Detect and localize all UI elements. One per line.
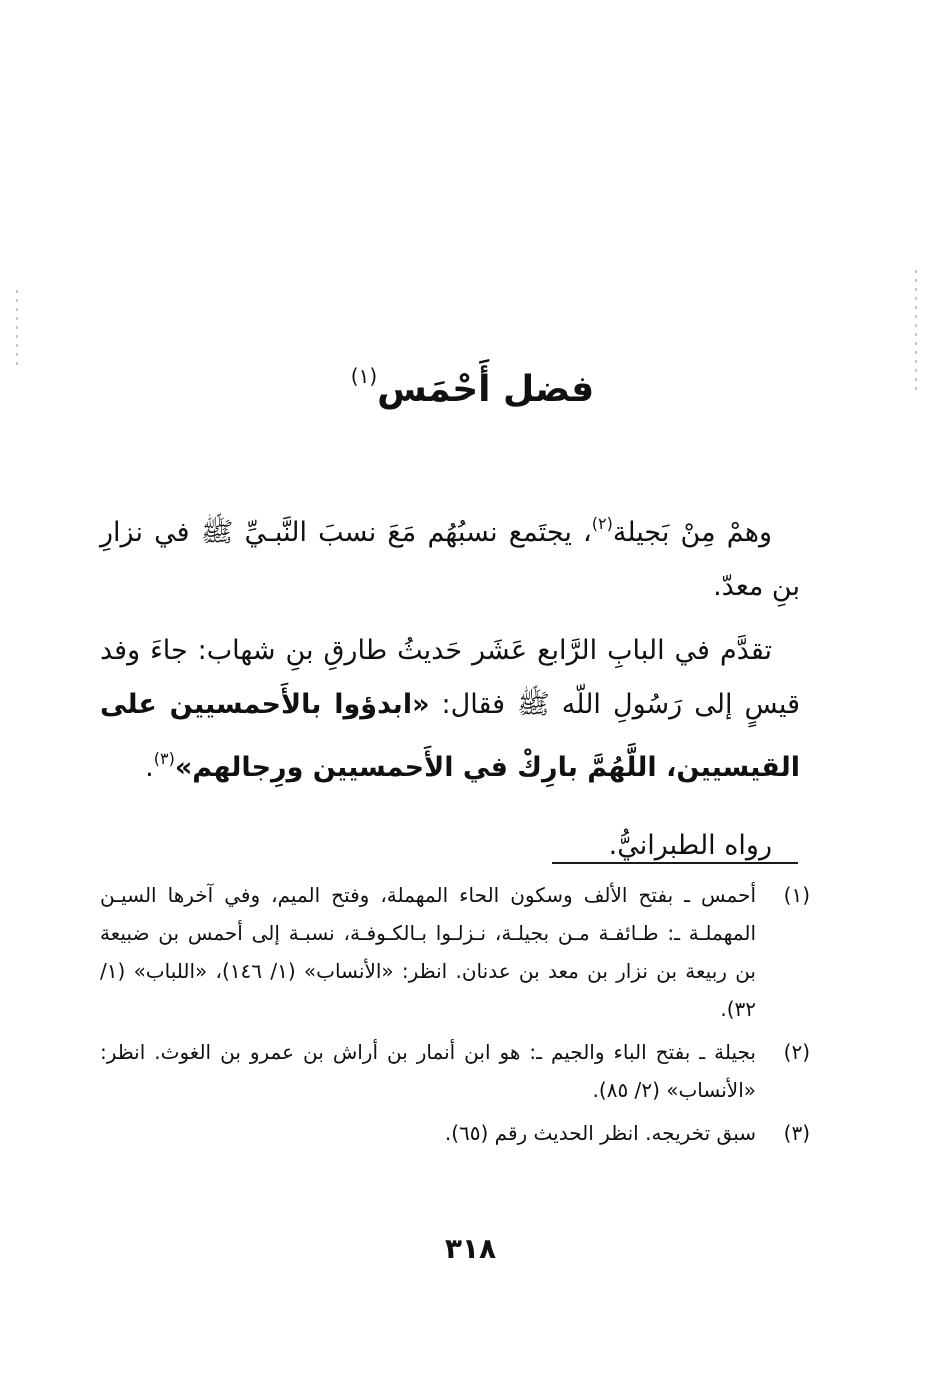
footnote-ref-3[interactable]: (٣): [153, 749, 175, 768]
footnotes-list: [100, 876, 810, 1157]
paragraph-hadith: [100, 624, 800, 795]
paragraph-hadith-intro: تقدَّم في البابِ الرَّابع عَشَر حَديثُ طارقِ بنِ شهاب: جاءَ وفد قيسٍ إلى رَسُولِ اللّه ﷺ فقال:: [100, 635, 800, 720]
footnote-text: بجيلة ـ بفتح الباء والجيم ـ: هو ابن أنمار بن أراش بن عمرو بن الغوث. انظر: «الأنساب» (٢/ ٨٥).: [100, 1040, 756, 1102]
paragraph-narration-text: رواه الطبرانيُّ.: [608, 830, 772, 861]
paragraph-lineage: [100, 497, 800, 614]
chapter-title-text: فضل أَحْمَس: [377, 369, 595, 411]
paragraph-lineage-text-start: وهمْ مِنْ بَجيلة: [612, 517, 772, 548]
footnote-text: أحمس ـ بفتح الألف وسكون الحاء المهملة، وفتح الميم، وفي آخرها السيـن المهملـة ـ: طـائفـة مـن بجيلـة، نـزلـوا بـالكـوفـة، نسبـة إلى أحمس بن ضبيعة بن ربيعة بن نزار بن معد بن عدنان. انظر: «الأنساب» (١/ ١٤٦)، «اللباب» (١/ ٣٢).: [100, 883, 756, 1021]
hadith-quote: «ابدؤوا بالأَحمسيين على القيسيين، اللَّهُمَّ بارِكْ في الأَحمسيين ورِجالهم»: [100, 689, 800, 783]
footnote-text: سبق تخريجه. انظر الحديث رقم (٦٥).: [444, 1121, 756, 1145]
footnote-item: [100, 1033, 810, 1109]
footnote-item: [100, 876, 810, 1028]
footnote-number: (١): [783, 883, 810, 907]
paragraph-lineage-text-end: ، يجتَمع نسبُهُم مَعَ نسبَ النَّبـيِّ ﷺ في نزارِ بنِ معدّ.: [100, 517, 800, 602]
footnote-item: [100, 1114, 810, 1152]
footnote-number: (٣): [783, 1121, 810, 1145]
paragraph-narration: [100, 819, 800, 873]
footnote-ref-2[interactable]: (٢): [591, 514, 613, 533]
page-number: ٣١٨: [444, 1232, 497, 1265]
footnote-number: (٢): [783, 1040, 810, 1064]
chapter-title: [0, 346, 941, 420]
footnote-separator: [552, 862, 798, 864]
paragraph-hadith-end: .: [145, 752, 154, 783]
chapter-title-footnote-ref[interactable]: (١): [350, 364, 378, 389]
